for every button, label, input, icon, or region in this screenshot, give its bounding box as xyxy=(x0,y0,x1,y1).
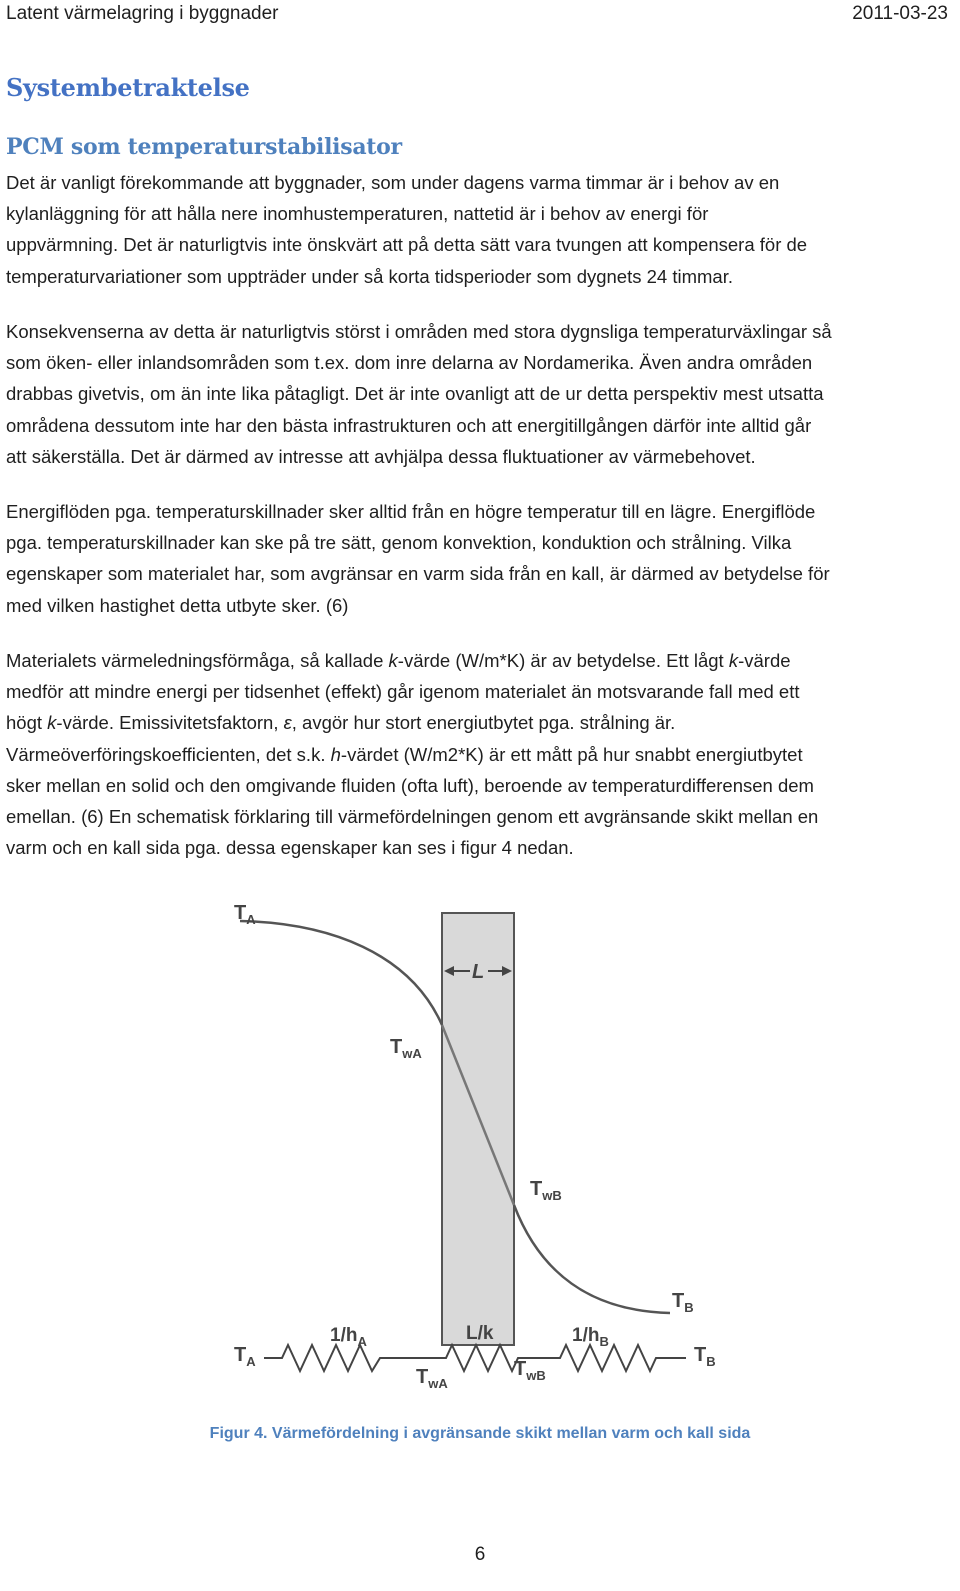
paragraph-4 xyxy=(6,645,950,863)
paragraph-line: egenskaper som materialet har, som avgränsar en varm sida från en kall, är därmed av betydelse för xyxy=(6,563,830,585)
paragraph-line: att säkerställa. Det är därmed av intresse att avhjälpa dessa fluktuationer av värmebehovet. xyxy=(6,445,756,467)
label-l: L xyxy=(472,961,485,983)
paragraph-line: Energiflöden pga. temperaturskillnader sker alltid från en högre temperatur till en lägre. Energiflöde xyxy=(6,501,816,522)
header-title: Latent värmelagring i byggnader xyxy=(6,3,279,24)
figure-caption: Figur 4. Värmefördelning i avgränsande skikt mellan varm och kall sida xyxy=(209,1425,751,1442)
paragraph-line: kylanläggning för att hålla nere inomhustemperaturen, nattetid är i behov av energi för xyxy=(6,203,709,225)
paragraph-line: med vilken hastighet detta utbyte sker. (6) xyxy=(6,594,349,616)
label-tb: $T_B$ xyxy=(672,1290,694,1315)
paragraph-line: uppvärmning. Det är naturligtvis inte önskvärt att på detta sätt vara tvungen att kompensera för de xyxy=(6,234,808,256)
label-r-twa: $T_{wA}$ xyxy=(416,1366,448,1391)
paragraph-line: varm och en kall sida pga. dessa egenskaper kan ses i figur 4 nedan. xyxy=(6,837,574,859)
heading-pcm: PCM som temperaturstabilisator xyxy=(6,134,402,160)
heat-distribution-diagram xyxy=(220,893,740,1398)
resistor-ha xyxy=(264,1345,420,1371)
label-r-twb: $T_{wB}$ xyxy=(514,1358,546,1383)
curve-warm-side xyxy=(240,921,442,1025)
label-r-hb: $1/h_B$ xyxy=(572,1325,609,1349)
paragraph-1 xyxy=(6,167,950,292)
paragraph-line: högt k-värde. Emissivitetsfaktorn, ε, avgör hur stort energiutbytet pga. strålning är. xyxy=(6,712,676,734)
paragraph-line: pga. temperaturskillnader kan ske på tre sätt, genom konvektion, konduktion och strålning. Vilka xyxy=(6,532,792,554)
page-number: 6 xyxy=(474,1544,486,1565)
paragraph-line: sker mellan en solid och den omgivande fluiden (ofta luft), beroende av temperaturdifferensen dem xyxy=(6,774,814,796)
page-header xyxy=(6,0,948,30)
paragraph-3 xyxy=(6,496,950,621)
label-r-tb: $T_B$ xyxy=(694,1344,716,1369)
resistor-hb xyxy=(540,1345,686,1371)
paragraph-line: temperaturvariationer som uppträder under så korta tidsperioder som dygnets 24 timmar. xyxy=(6,265,733,287)
header-date: 2011-03-23 xyxy=(852,3,948,24)
paragraph-2 xyxy=(6,316,950,472)
paragraph-line: områdena dessutom inte har den bästa infrastrukturen och att energitillgången därför inte alltid går xyxy=(6,414,812,436)
paragraph-line: emellan. (6) En schematisk förklaring till värmefördelningen genom ett avgränsande skikt mellan en xyxy=(6,805,819,827)
label-r-lk: L/k xyxy=(466,1323,494,1344)
heading-systembetraktelse: Systembetraktelse xyxy=(6,73,250,102)
label-twa: $T_{wA}$ xyxy=(390,1036,422,1061)
paragraph-line: Materialets värmeledningsförmåga, så kallade k-värde (W/m*K) är av betydelse. Ett lågt k-värde xyxy=(6,650,791,671)
label-ta-top: $T_A$ xyxy=(234,902,256,927)
paragraph-line: drabbas givetvis, om än inte lika påtagligt. Det är inte ovanligt att de ur detta perspektiv mest utsatta xyxy=(6,383,824,405)
paragraph-line: Det är vanligt förekommande att byggnader, som under dagens varma timmar är i behov av en xyxy=(6,172,780,193)
paragraph-line: medför att mindre energi per tidsenhet (effekt) går igenom materialet än motsvarande fall med ett xyxy=(6,681,800,703)
paragraph-line: som öken- eller inlandsområden som t.ex. dom inre delarna av Nordamerika. Även andra områden xyxy=(6,352,813,374)
paragraph-line: Konsekvenserna av detta är naturligtvis störst i områden med stora dygnsliga temperaturväxlingar så xyxy=(6,321,832,342)
paragraph-line: Värmeöverföringskoefficienten, det s.k. h-värdet (W/m2*K) är ett mått på hur snabbt energiutbytet xyxy=(6,743,803,765)
label-r-ta: $T_A$ xyxy=(234,1344,256,1369)
label-twb: $T_{wB}$ xyxy=(530,1178,562,1203)
curve-cold-side xyxy=(514,1205,670,1313)
label-r-ha: $1/h_A$ xyxy=(330,1325,367,1349)
figure-heat-distribution xyxy=(220,893,740,1398)
